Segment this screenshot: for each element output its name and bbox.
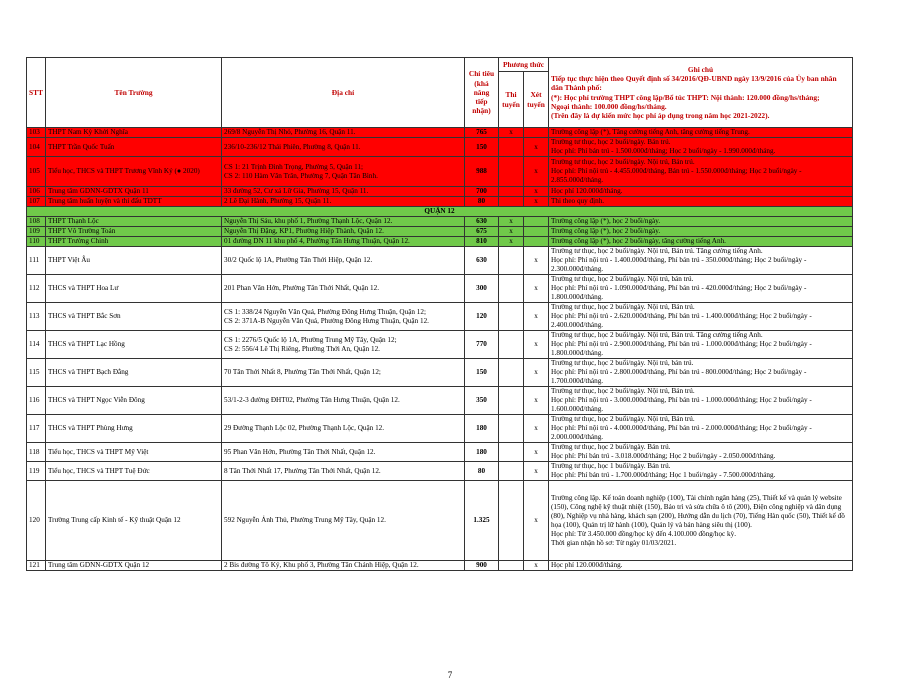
note-cell: Học phí 120.000đ/tháng. <box>549 561 853 571</box>
name-cell: THCS và THPT Hoa Lư <box>46 275 222 303</box>
table-row <box>27 157 853 187</box>
exam-cell <box>499 561 524 571</box>
table-row <box>27 275 853 303</box>
table-row <box>27 303 853 331</box>
address-cell: CS 1: 2276/5 Quốc lộ 1A, Phường Trung Mỹ Tây, Quận 12; CS 2: 556/4 Lê Thị Riêng, Phường Thới An, Quận 12. <box>222 331 465 359</box>
review-cell: x <box>524 197 549 207</box>
exam-cell <box>499 157 524 187</box>
address-cell: 201 Phan Văn Hớn, Phường Tân Thới Nhất, Quận 12. <box>222 275 465 303</box>
quota-cell: 80 <box>465 197 499 207</box>
note-cell: Trường tư thục, học 2 buổi/ngày. Nội trú, Bán trú. Tăng cường tiếng Anh. Học phí: Phí nội trú - 2.900.000đ/tháng, Phí bán trú - 1.000.000đ/tháng; Học 2 buổi/ngày - 1.800.000đ/tháng. <box>549 331 853 359</box>
exam-cell <box>499 359 524 387</box>
quota-cell: 150 <box>465 359 499 387</box>
address-cell: Nguyễn Thị Sáu, khu phố 1, Phường Thạnh Lộc, Quận 12. <box>222 217 465 227</box>
table-row <box>27 443 853 462</box>
exam-cell <box>499 197 524 207</box>
name-cell: Trung tâm GDNN-GDTX Quận 12 <box>46 561 222 571</box>
review-cell: x <box>524 331 549 359</box>
address-cell: 2 Bis đường Tô Ký, Khu phố 3, Phường Tân Chánh Hiệp, Quận 12. <box>222 561 465 571</box>
quota-cell: 1.325 <box>465 481 499 561</box>
note-cell: Trường công lập. Kế toán doanh nghiệp (100), Tài chính ngân hàng (25), Thiết kế và quản lý website (150), Công nghệ kỹ thuật nhiệt (150), Bảo trì và sửa chữa ô tô (200), Điện công nghiệp và dân dụng (80), Nghiệp vụ nhà hàng, khách sạn (200), Hướng dẫn du lịch (70), Tiếng Hàn quốc (50), Thiết kế đồ họa (100), Quản trị lữ hành (100), Quản lý và bán hàng siêu thị (100). Học phí: Từ 3.450.000 đồng/học kỳ đến 4.100.000 đồng/học kỳ. Thời gian nhận hồ sơ: Từ ngày 01/03/2021. <box>549 481 853 561</box>
table-row <box>27 415 853 443</box>
note-cell: Trường công lập (*), học 2 buổi/ngày. <box>549 217 853 227</box>
table-row <box>27 561 853 571</box>
name-cell: THCS và THPT Ngọc Viễn Đông <box>46 387 222 415</box>
review-cell: x <box>524 138 549 157</box>
name-cell: Tiểu học, THCS và THPT Mỹ Việt <box>46 443 222 462</box>
stt-cell: 107 <box>27 197 46 207</box>
name-cell: Trung tâm GDNN-GDTX Quận 11 <box>46 187 222 197</box>
table-row <box>27 462 853 481</box>
header-name: Tên Trường <box>46 58 222 128</box>
section-title: QUẬN 12 <box>27 207 853 217</box>
quota-cell: 630 <box>465 217 499 227</box>
review-cell: x <box>524 462 549 481</box>
review-cell: x <box>524 187 549 197</box>
quota-cell: 700 <box>465 187 499 197</box>
exam-cell <box>499 331 524 359</box>
header-stt: STT <box>27 58 46 128</box>
header-review: Xét tuyển <box>524 72 549 128</box>
address-cell: CS 1: 21 Trịnh Đình Trọng, Phường 5, Quận 11; CS 2: 110 Hàm Văn Trân, Phường 7, Quận Tân Bình. <box>222 157 465 187</box>
stt-cell: 108 <box>27 217 46 227</box>
exam-cell <box>499 481 524 561</box>
table-row <box>27 227 853 237</box>
table-row <box>27 187 853 197</box>
stt-cell: 109 <box>27 227 46 237</box>
address-cell: 95 Phan Văn Hớn, Phường Tân Thới Nhất, Quận 12. <box>222 443 465 462</box>
quota-cell: 180 <box>465 415 499 443</box>
review-cell: x <box>524 481 549 561</box>
name-cell: Trường Trung cấp Kinh tế - Kỹ thuật Quận 12 <box>46 481 222 561</box>
stt-cell: 103 <box>27 128 46 138</box>
name-cell: THPT Nam Kỳ Khởi Nghĩa <box>46 128 222 138</box>
exam-cell: x <box>499 128 524 138</box>
name-cell: THPT Trần Quốc Tuấn <box>46 138 222 157</box>
page-number: 7 <box>447 670 453 680</box>
address-cell: 2 Lê Đại Hành, Phường 15, Quận 11. <box>222 197 465 207</box>
stt-cell: 104 <box>27 138 46 157</box>
review-cell: x <box>524 275 549 303</box>
table-row <box>27 237 853 247</box>
quota-cell: 900 <box>465 561 499 571</box>
header-exam: Thi tuyển <box>499 72 524 128</box>
name-cell: THCS và THPT Lạc Hồng <box>46 331 222 359</box>
quota-cell: 988 <box>465 157 499 187</box>
note-cell: Trường tư thục, học 2 buổi/ngày. Nội trú, Bán trú. Học phí: Phí nội trú - 3.000.000đ/tháng, Phí bán trú - 1.000.000đ/tháng; Học 2 buổi/ngày - 1.600.000đ/tháng. <box>549 387 853 415</box>
quota-cell: 810 <box>465 237 499 247</box>
stt-cell: 120 <box>27 481 46 561</box>
quota-cell: 300 <box>465 275 499 303</box>
exam-cell <box>499 443 524 462</box>
exam-cell <box>499 247 524 275</box>
stt-cell: 111 <box>27 247 46 275</box>
stt-cell: 110 <box>27 237 46 247</box>
table-row <box>27 359 853 387</box>
name-cell: THCS và THPT Phùng Hưng <box>46 415 222 443</box>
name-cell: THPT Thạnh Lộc <box>46 217 222 227</box>
address-cell: Nguyễn Thị Đặng, KP1, Phường Hiệp Thành, Quận 12. <box>222 227 465 237</box>
note-fee2: Ngoại thành: 100.000 đồng/hs/tháng. <box>551 101 667 111</box>
quota-cell: 675 <box>465 227 499 237</box>
note-cell: Trường công lập (*), học 2 buổi/ngày. <box>549 227 853 237</box>
review-cell: x <box>524 247 549 275</box>
stt-cell: 121 <box>27 561 46 571</box>
table-row <box>27 387 853 415</box>
note-cell: Trường tư thục, học 2 buổi/ngày. Nội trú, Bán trú. Học phí: Phí nội trú - 2.620.000đ/tháng, Phí bán trú - 1.400.000đ/tháng; Học 2 buổi/ngày - 2.400.000đ/tháng. <box>549 303 853 331</box>
name-cell: Trung tâm huấn luyện và thi đấu TDTT <box>46 197 222 207</box>
note-cell: Trường công lập (*), học 2 buổi/ngày, tăng cường tiếng Anh. <box>549 237 853 247</box>
name-cell: THPT Trường Chinh <box>46 237 222 247</box>
note-cell: Trường công lập (*), Tăng cường tiếng Anh, tăng cường tiếng Trung. <box>549 128 853 138</box>
address-cell: 236/10-236/12 Thái Phiên, Phường 8, Quận 11. <box>222 138 465 157</box>
name-cell: THPT Việt Âu <box>46 247 222 275</box>
address-cell: 33 đường 52, Cư xá Lữ Gia, Phường 15, Quận 11. <box>222 187 465 197</box>
exam-cell <box>499 138 524 157</box>
review-cell: x <box>524 387 549 415</box>
address-cell: 53/1-2-3 đường ĐHT02, Phường Tân Hưng Thuận, Quận 12. <box>222 387 465 415</box>
name-cell: Tiểu học, THCS và THPT Tuệ Đức <box>46 462 222 481</box>
exam-cell <box>499 187 524 197</box>
stt-cell: 113 <box>27 303 46 331</box>
quota-cell: 350 <box>465 387 499 415</box>
stt-cell: 119 <box>27 462 46 481</box>
exam-cell: x <box>499 217 524 227</box>
review-cell: x <box>524 443 549 462</box>
table-row <box>27 481 853 561</box>
quota-cell: 150 <box>465 138 499 157</box>
name-cell: THCS và THPT Bắc Sơn <box>46 303 222 331</box>
exam-cell <box>499 387 524 415</box>
stt-cell: 112 <box>27 275 46 303</box>
stt-cell: 115 <box>27 359 46 387</box>
table-row <box>27 128 853 138</box>
section-row <box>27 207 853 217</box>
review-cell <box>524 217 549 227</box>
note-cell: Trường tư thục, học 2 buổi/ngày. Nội trú, bán trú. Học phí: Phí nội trú - 2.800.000đ/tháng, Phí bán trú - 800.000đ/tháng; Học 2 buổi/ngày - 1.700.000đ/tháng. <box>549 359 853 387</box>
exam-cell <box>499 415 524 443</box>
name-cell: THCS và THPT Bạch Đằng <box>46 359 222 387</box>
name-cell: Tiểu học, THCS và THPT Trương Vĩnh Ký (● 2020) <box>46 157 222 187</box>
note-cell: Trường tư thục, học 2 buổi/ngày. Bán trú. Học phí: Phí bán trú - 3.018.000đ/tháng; Học 2 buổi/ngày - 2.050.000đ/tháng. <box>549 443 853 462</box>
note-cell: Trường tư thục, học 2 buổi/ngày. Nội trú, Bán trú. Học phí: Phí nội trú - 4.000.000đ/tháng, Phí bán trú - 2.000.000đ/tháng; Học 2 buổi/ngày - 2.000.000đ/tháng. <box>549 415 853 443</box>
note-fee1: (*): Học phí trường THPT công lập/Bổ túc THPT: Nội thành: 120.000 đồng/hs/tháng; <box>551 92 820 102</box>
note-body: Tiếp tục thực hiện theo Quyết định số 34/2016/QĐ-UBND ngày 13/9/2016 của Ủy ban nhân dân Thành phố: <box>551 74 837 93</box>
quota-cell: 180 <box>465 443 499 462</box>
stt-cell: 106 <box>27 187 46 197</box>
quota-cell: 770 <box>465 331 499 359</box>
address-cell: 70 Tân Thới Nhất 8, Phường Tân Thới Nhất, Quận 12; <box>222 359 465 387</box>
review-cell: x <box>524 157 549 187</box>
review-cell: x <box>524 303 549 331</box>
stt-cell: 105 <box>27 157 46 187</box>
review-cell: x <box>524 561 549 571</box>
table-row <box>27 217 853 227</box>
stt-cell: 117 <box>27 415 46 443</box>
note-cell: Trường tư thục, học 2 buổi/ngày. Nội trú, Bán trú. Học phí: Phí nội trú - 4.455.000đ/tháng, Bán trú - 1.550.000đ/tháng; Học 2 buổi/ngày - 2.855.000đ/tháng. <box>549 157 853 187</box>
review-cell <box>524 128 549 138</box>
address-cell: 29 Đường Thạnh Lộc 02, Phường Thạnh Lộc, Quận 12. <box>222 415 465 443</box>
review-cell <box>524 237 549 247</box>
note-cell: Thi theo quy định. <box>549 197 853 207</box>
quota-cell: 80 <box>465 462 499 481</box>
address-cell: 30/2 Quốc lộ 1A, Phường Tân Thới Hiệp, Quận 12. <box>222 247 465 275</box>
table-row <box>27 331 853 359</box>
exam-cell: x <box>499 237 524 247</box>
note-cell: Trường tư thục, học 2 buổi/ngày. Bán trú. Học phí: Phí bán trú - 1.500.000đ/tháng; Học 2 buổi/ngày - 1.990.000đ/tháng. <box>549 138 853 157</box>
quota-cell: 630 <box>465 247 499 275</box>
stt-cell: 116 <box>27 387 46 415</box>
header-method: Phương thức <box>499 58 549 72</box>
address-cell: 8 Tân Thới Nhất 17, Phường Tân Thới Nhất, Quận 12. <box>222 462 465 481</box>
admission-table <box>26 57 853 571</box>
note-cell: Trường tư thục, học 1 buổi/ngày. Bán trú. Học phí: Phí bán trú - 1.700.000đ/tháng; Học 1 buổi/ngày - 7.500.000đ/tháng. <box>549 462 853 481</box>
stt-cell: 118 <box>27 443 46 462</box>
header-note <box>549 58 853 128</box>
stt-cell: 114 <box>27 331 46 359</box>
review-cell: x <box>524 415 549 443</box>
review-cell: x <box>524 359 549 387</box>
note-cell: Học phí 120.000đ/tháng. <box>549 187 853 197</box>
exam-cell <box>499 462 524 481</box>
table-row <box>27 197 853 207</box>
exam-cell: x <box>499 227 524 237</box>
header-address: Địa chỉ <box>222 58 465 128</box>
note-title: Ghi chú <box>687 64 714 74</box>
table-row <box>27 247 853 275</box>
table-body <box>27 128 853 571</box>
table-row <box>27 138 853 157</box>
header-quota: Chỉ tiêu (khả năng tiếp nhận) <box>465 58 499 128</box>
quota-cell: 765 <box>465 128 499 138</box>
exam-cell <box>499 303 524 331</box>
address-cell: 01 đường DN 11 khu phố 4, Phường Tân Hưng Thuận, Quận 12. <box>222 237 465 247</box>
quota-cell: 120 <box>465 303 499 331</box>
address-cell: 592 Nguyễn Ảnh Thủ, Phường Trung Mỹ Tây, Quận 12. <box>222 481 465 561</box>
exam-cell <box>499 275 524 303</box>
note-cell: Trường tư thục, học 2 buổi/ngày. Nội trú, Bán trú. Tăng cường tiếng Anh. Học phí: Phí nội trú - 1.400.000đ/tháng, Phí bán trú - 350.000đ/tháng; Học 2 buổi/ngày - 2.300.000đ/tháng. <box>549 247 853 275</box>
note-cell: Trường tư thục, học 2 buổi/ngày. Nội trú, bán trú. Học phí: Phí nội trú - 1.090.000đ/tháng, Phí bán trú - 420.000đ/tháng; Học 2 buổi/ngày - 1.800.000đ/tháng. <box>549 275 853 303</box>
address-cell: 269/8 Nguyễn Thị Nhỏ, Phường 16, Quận 11. <box>222 128 465 138</box>
review-cell <box>524 227 549 237</box>
note-fee3: (Trên đây là dự kiến mức học phí áp dụng trong năm học 2021-2022). <box>551 111 770 120</box>
name-cell: THPT Võ Trường Toản <box>46 227 222 237</box>
address-cell: CS 1: 338/24 Nguyễn Văn Quá, Phường Đông Hưng Thuận, Quận 12; CS 2: 371A-B Nguyễn Văn Quá, Phường Đông Hưng Thuận, Quận 12. <box>222 303 465 331</box>
